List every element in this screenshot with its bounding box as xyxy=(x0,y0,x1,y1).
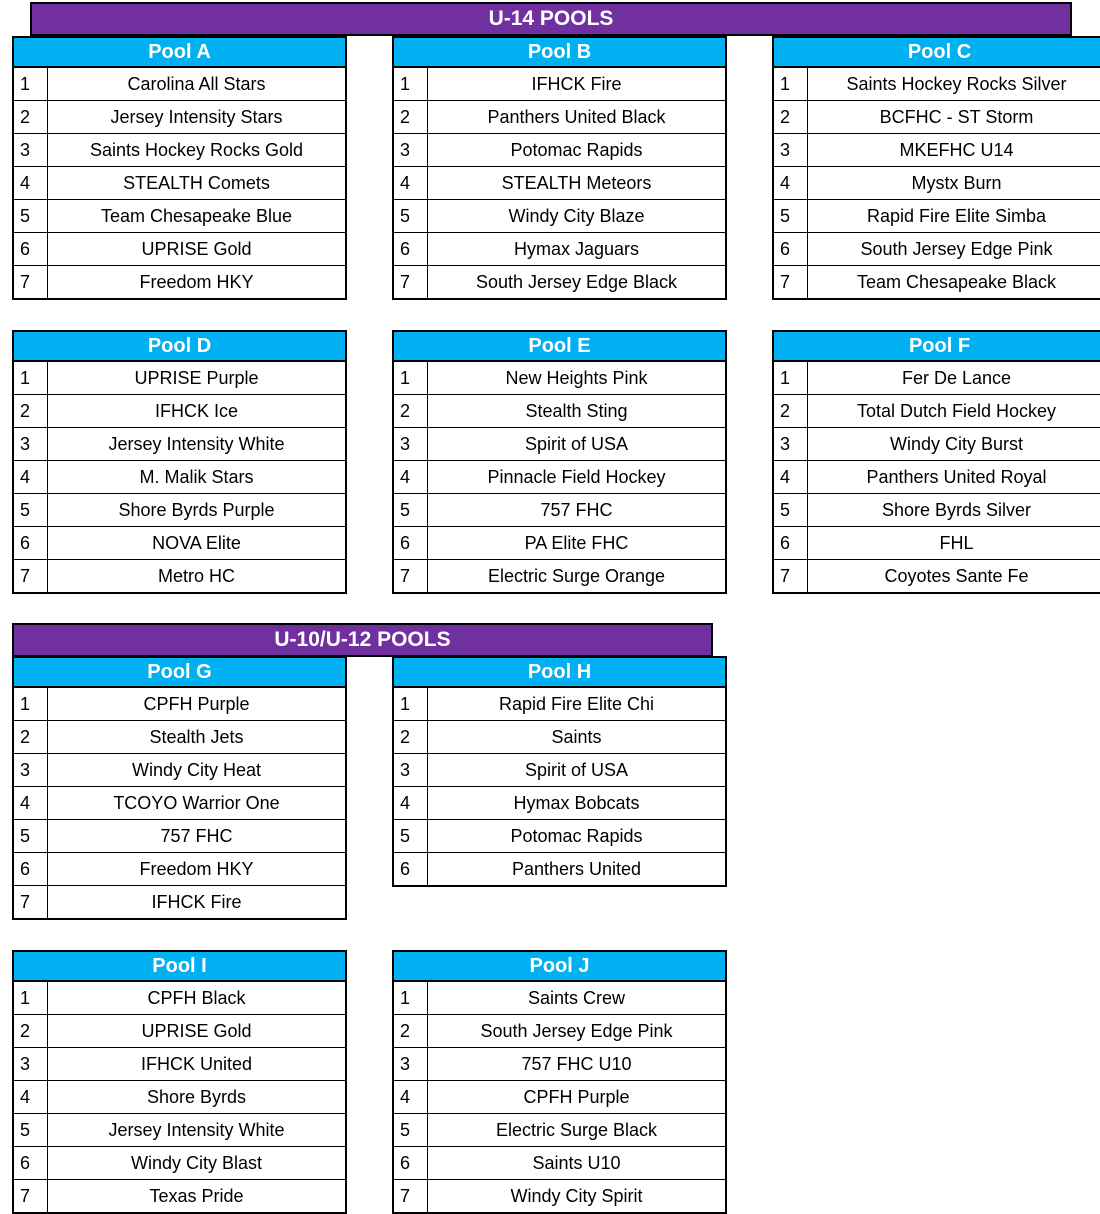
team-cell: IFHCK Fire xyxy=(531,74,622,94)
team-cell: Fer De Lance xyxy=(901,368,1012,388)
team-cell: South Jersey Edge Pink xyxy=(860,239,1053,259)
table-row xyxy=(14,233,345,266)
rank-cell: 1 xyxy=(394,362,428,394)
team-cell: Mystx Burn xyxy=(911,173,1002,193)
rank-cell: 4 xyxy=(774,461,808,493)
pool-e-title: Pool E xyxy=(394,332,725,362)
rank-cell: 6 xyxy=(774,527,808,559)
rank-cell: 6 xyxy=(394,527,428,559)
team-cell: Saints Crew xyxy=(527,988,626,1008)
rank-cell: 6 xyxy=(14,853,48,885)
team-cell: Shore Byrds xyxy=(146,1087,247,1107)
rank-cell: 4 xyxy=(394,461,428,493)
rank-cell: 2 xyxy=(14,1015,48,1047)
pool-a xyxy=(12,36,347,300)
rank-cell: 1 xyxy=(394,68,428,100)
rank-cell: 3 xyxy=(14,754,48,786)
pool-column xyxy=(12,950,347,1214)
team-cell: UPRISE Gold xyxy=(141,1021,252,1041)
team-cell: 757 FHC xyxy=(160,826,233,846)
rank-cell: 3 xyxy=(14,1048,48,1080)
team-cell: New Heights Pink xyxy=(505,368,648,388)
table-row xyxy=(394,134,725,167)
section-banner-u14: U-14 POOLS xyxy=(30,2,1072,36)
rank-cell: 7 xyxy=(14,266,48,298)
team-cell: Windy City Burst xyxy=(889,434,1024,454)
team-cell: Electric Surge Black xyxy=(495,1120,658,1140)
team-cell: Pinnacle Field Hockey xyxy=(487,467,666,487)
table-row xyxy=(774,461,1100,494)
rank-cell: 5 xyxy=(14,200,48,232)
team-cell: 757 FHC xyxy=(540,500,613,520)
table-row xyxy=(394,461,725,494)
pool-row-group-u1012-2 xyxy=(12,950,727,1214)
team-cell: Metro HC xyxy=(157,566,235,586)
table-row xyxy=(14,688,345,721)
table-row xyxy=(394,1015,725,1048)
team-cell: Hymax Jaguars xyxy=(513,239,640,259)
table-row xyxy=(14,68,345,101)
team-cell: CPFH Purple xyxy=(143,694,250,714)
table-row xyxy=(14,428,345,461)
pool-a-title: Pool A xyxy=(14,38,345,68)
table-row xyxy=(14,461,345,494)
rank-cell: 1 xyxy=(774,68,808,100)
team-cell: Saints Hockey Rocks Gold xyxy=(89,140,304,160)
pool-g-title: Pool G xyxy=(14,658,345,688)
rank-cell: 6 xyxy=(394,853,428,885)
pool-c xyxy=(772,36,1100,300)
rank-cell: 7 xyxy=(774,560,808,592)
pool-g xyxy=(12,656,347,920)
rank-cell: 2 xyxy=(14,395,48,427)
team-cell: STEALTH Meteors xyxy=(501,173,652,193)
table-row xyxy=(14,721,345,754)
pool-column xyxy=(392,656,727,920)
table-row xyxy=(394,200,725,233)
table-row xyxy=(394,68,725,101)
team-cell: UPRISE Purple xyxy=(134,368,259,388)
pool-i xyxy=(12,950,347,1214)
rank-cell: 2 xyxy=(394,721,428,753)
team-cell: CPFH Black xyxy=(147,988,246,1008)
rank-cell: 5 xyxy=(394,494,428,526)
rank-cell: 7 xyxy=(14,1180,48,1212)
table-row xyxy=(14,101,345,134)
team-cell: Hymax Bobcats xyxy=(513,793,640,813)
rank-cell: 1 xyxy=(14,688,48,720)
rank-cell: 5 xyxy=(774,200,808,232)
section-banner-u10-u12: U-10/U-12 POOLS xyxy=(12,623,713,657)
pool-f xyxy=(772,330,1100,594)
team-cell: Coyotes Sante Fe xyxy=(884,566,1029,586)
rank-cell: 1 xyxy=(14,982,48,1014)
team-cell: STEALTH Comets xyxy=(123,173,270,193)
pool-row-group-u14-1 xyxy=(12,36,1100,300)
team-cell: Spirit of USA xyxy=(524,434,629,454)
team-cell: Panthers United Black xyxy=(487,107,666,127)
rank-cell: 7 xyxy=(774,266,808,298)
team-cell: Potomac Rapids xyxy=(510,826,643,846)
rank-cell: 5 xyxy=(394,1114,428,1146)
team-cell: Shore Byrds Purple xyxy=(118,500,275,520)
rank-cell: 4 xyxy=(394,1081,428,1113)
rank-cell: 3 xyxy=(394,754,428,786)
table-row xyxy=(14,1048,345,1081)
table-row xyxy=(14,1081,345,1114)
table-row xyxy=(14,362,345,395)
rank-cell: 3 xyxy=(394,428,428,460)
rank-cell: 6 xyxy=(394,233,428,265)
team-cell: Stealth Jets xyxy=(149,727,244,747)
team-cell: MKEFHC U14 xyxy=(899,140,1014,160)
table-row xyxy=(394,1081,725,1114)
table-row xyxy=(14,1015,345,1048)
team-cell: Electric Surge Orange xyxy=(487,566,666,586)
rank-cell: 4 xyxy=(394,787,428,819)
team-cell: M. Malik Stars xyxy=(139,467,254,487)
team-cell: Potomac Rapids xyxy=(510,140,643,160)
table-row xyxy=(14,886,345,918)
team-cell: IFHCK United xyxy=(140,1054,253,1074)
rank-cell: 2 xyxy=(14,721,48,753)
rank-cell: 4 xyxy=(14,1081,48,1113)
pool-row-group-u14-2 xyxy=(12,330,1100,594)
team-cell: Texas Pride xyxy=(149,1186,244,1206)
pool-c-title: Pool C xyxy=(774,38,1100,68)
rank-cell: 4 xyxy=(14,461,48,493)
table-row xyxy=(14,754,345,787)
team-cell: Windy City Blast xyxy=(130,1153,263,1173)
pool-column xyxy=(772,36,1100,300)
rank-cell: 6 xyxy=(14,527,48,559)
table-row xyxy=(394,560,725,592)
table-row xyxy=(774,494,1100,527)
team-cell: Panthers United xyxy=(511,859,642,879)
pool-b-title: Pool B xyxy=(394,38,725,68)
table-row xyxy=(14,200,345,233)
table-row xyxy=(774,200,1100,233)
rank-cell: 3 xyxy=(774,134,808,166)
rank-cell: 5 xyxy=(14,820,48,852)
rank-cell: 2 xyxy=(774,395,808,427)
team-cell: CPFH Purple xyxy=(523,1087,630,1107)
rank-cell: 1 xyxy=(14,362,48,394)
table-row xyxy=(14,853,345,886)
team-cell: Total Dutch Field Hockey xyxy=(856,401,1057,421)
rank-cell: 4 xyxy=(774,167,808,199)
table-row xyxy=(14,982,345,1015)
table-row xyxy=(394,982,725,1015)
team-cell: South Jersey Edge Black xyxy=(475,272,678,292)
team-cell: South Jersey Edge Pink xyxy=(480,1021,673,1041)
team-cell: PA Elite FHC xyxy=(524,533,629,553)
team-cell: Team Chesapeake Black xyxy=(856,272,1057,292)
table-row xyxy=(774,68,1100,101)
pool-column xyxy=(392,950,727,1214)
rank-cell: 1 xyxy=(394,688,428,720)
rank-cell: 1 xyxy=(14,68,48,100)
table-row xyxy=(394,527,725,560)
table-row xyxy=(394,362,725,395)
team-cell: Rapid Fire Elite Simba xyxy=(866,206,1047,226)
table-row xyxy=(14,395,345,428)
table-row xyxy=(394,853,725,885)
rank-cell: 4 xyxy=(14,787,48,819)
rank-cell: 3 xyxy=(14,428,48,460)
pool-j xyxy=(392,950,727,1214)
team-cell: TCOYO Warrior One xyxy=(113,793,280,813)
rank-cell: 6 xyxy=(774,233,808,265)
table-row xyxy=(774,527,1100,560)
rank-cell: 2 xyxy=(14,101,48,133)
table-row xyxy=(394,1114,725,1147)
table-row xyxy=(774,101,1100,134)
table-row xyxy=(774,362,1100,395)
team-cell: Carolina All Stars xyxy=(127,74,266,94)
table-row xyxy=(394,721,725,754)
team-cell: Rapid Fire Elite Chi xyxy=(498,694,655,714)
table-row xyxy=(14,787,345,820)
pool-i-title: Pool I xyxy=(14,952,345,982)
rank-cell: 6 xyxy=(394,1147,428,1179)
rank-cell: 2 xyxy=(394,1015,428,1047)
table-row xyxy=(394,1147,725,1180)
pool-column xyxy=(12,656,347,920)
table-row xyxy=(14,1180,345,1212)
table-row xyxy=(774,233,1100,266)
team-cell: Windy City Blaze xyxy=(508,206,645,226)
table-row xyxy=(394,101,725,134)
table-row xyxy=(774,167,1100,200)
team-cell: IFHCK Ice xyxy=(154,401,238,421)
rank-cell: 6 xyxy=(14,233,48,265)
team-cell: Freedom HKY xyxy=(139,272,254,292)
rank-cell: 3 xyxy=(394,134,428,166)
pool-h-title: Pool H xyxy=(394,658,725,688)
table-row xyxy=(14,494,345,527)
pool-column xyxy=(392,36,727,300)
table-row xyxy=(394,395,725,428)
rank-cell: 4 xyxy=(14,167,48,199)
rank-cell: 3 xyxy=(394,1048,428,1080)
table-row xyxy=(774,560,1100,592)
table-row xyxy=(394,428,725,461)
team-cell: Team Chesapeake Blue xyxy=(100,206,293,226)
rank-cell: 1 xyxy=(774,362,808,394)
rank-cell: 5 xyxy=(14,1114,48,1146)
rank-cell: 2 xyxy=(394,395,428,427)
table-row xyxy=(394,266,725,298)
pool-e xyxy=(392,330,727,594)
pool-f-title: Pool F xyxy=(774,332,1100,362)
table-row xyxy=(774,428,1100,461)
rank-cell: 7 xyxy=(14,886,48,918)
team-cell: Jersey Intensity White xyxy=(108,434,285,454)
table-row xyxy=(14,167,345,200)
table-row xyxy=(774,134,1100,167)
rank-cell: 5 xyxy=(394,820,428,852)
rank-cell: 2 xyxy=(394,101,428,133)
rank-cell: 5 xyxy=(774,494,808,526)
table-row xyxy=(14,1114,345,1147)
rank-cell: 6 xyxy=(14,1147,48,1179)
rank-cell: 7 xyxy=(394,266,428,298)
pool-column xyxy=(12,330,347,594)
table-row xyxy=(774,266,1100,298)
rank-cell: 7 xyxy=(394,560,428,592)
team-cell: NOVA Elite xyxy=(152,533,241,553)
team-cell: Jersey Intensity White xyxy=(108,1120,285,1140)
rank-cell: 7 xyxy=(14,560,48,592)
table-row xyxy=(394,1180,725,1212)
team-cell: Spirit of USA xyxy=(524,760,629,780)
table-row xyxy=(394,688,725,721)
table-row xyxy=(394,167,725,200)
team-cell: Saints xyxy=(551,727,602,747)
table-row xyxy=(14,527,345,560)
team-cell: FHL xyxy=(939,533,974,553)
team-cell: Saints Hockey Rocks Silver xyxy=(846,74,1067,94)
table-row xyxy=(14,1147,345,1180)
table-row xyxy=(14,820,345,853)
team-cell: Windy City Spirit xyxy=(510,1186,643,1206)
pool-column xyxy=(12,36,347,300)
table-row xyxy=(14,266,345,298)
table-row xyxy=(774,395,1100,428)
table-row xyxy=(394,820,725,853)
rank-cell: 2 xyxy=(774,101,808,133)
pool-column xyxy=(772,330,1100,594)
rank-cell: 5 xyxy=(14,494,48,526)
team-cell: Panthers United Royal xyxy=(866,467,1047,487)
pool-row-group-u1012-1 xyxy=(12,656,727,920)
rank-cell: 4 xyxy=(394,167,428,199)
team-cell: 757 FHC U10 xyxy=(521,1054,632,1074)
team-cell: IFHCK Fire xyxy=(151,892,242,912)
team-cell: Jersey Intensity Stars xyxy=(110,107,283,127)
team-cell: Freedom HKY xyxy=(139,859,254,879)
table-row xyxy=(394,754,725,787)
table-row xyxy=(14,560,345,592)
table-row xyxy=(394,787,725,820)
team-cell: Saints U10 xyxy=(532,1153,621,1173)
pool-h xyxy=(392,656,727,887)
team-cell: Stealth Sting xyxy=(525,401,628,421)
team-cell: UPRISE Gold xyxy=(141,239,252,259)
rank-cell: 3 xyxy=(14,134,48,166)
rank-cell: 3 xyxy=(774,428,808,460)
rank-cell: 5 xyxy=(394,200,428,232)
team-cell: Shore Byrds Silver xyxy=(881,500,1032,520)
pool-b xyxy=(392,36,727,300)
team-cell: BCFHC - ST Storm xyxy=(879,107,1034,127)
pool-d-title: Pool D xyxy=(14,332,345,362)
rank-cell: 1 xyxy=(394,982,428,1014)
pool-column xyxy=(392,330,727,594)
rank-cell: 7 xyxy=(394,1180,428,1212)
pool-d xyxy=(12,330,347,594)
table-row xyxy=(394,1048,725,1081)
table-row xyxy=(394,233,725,266)
pool-j-title: Pool J xyxy=(394,952,725,982)
table-row xyxy=(14,134,345,167)
team-cell: Windy City Heat xyxy=(131,760,262,780)
table-row xyxy=(394,494,725,527)
